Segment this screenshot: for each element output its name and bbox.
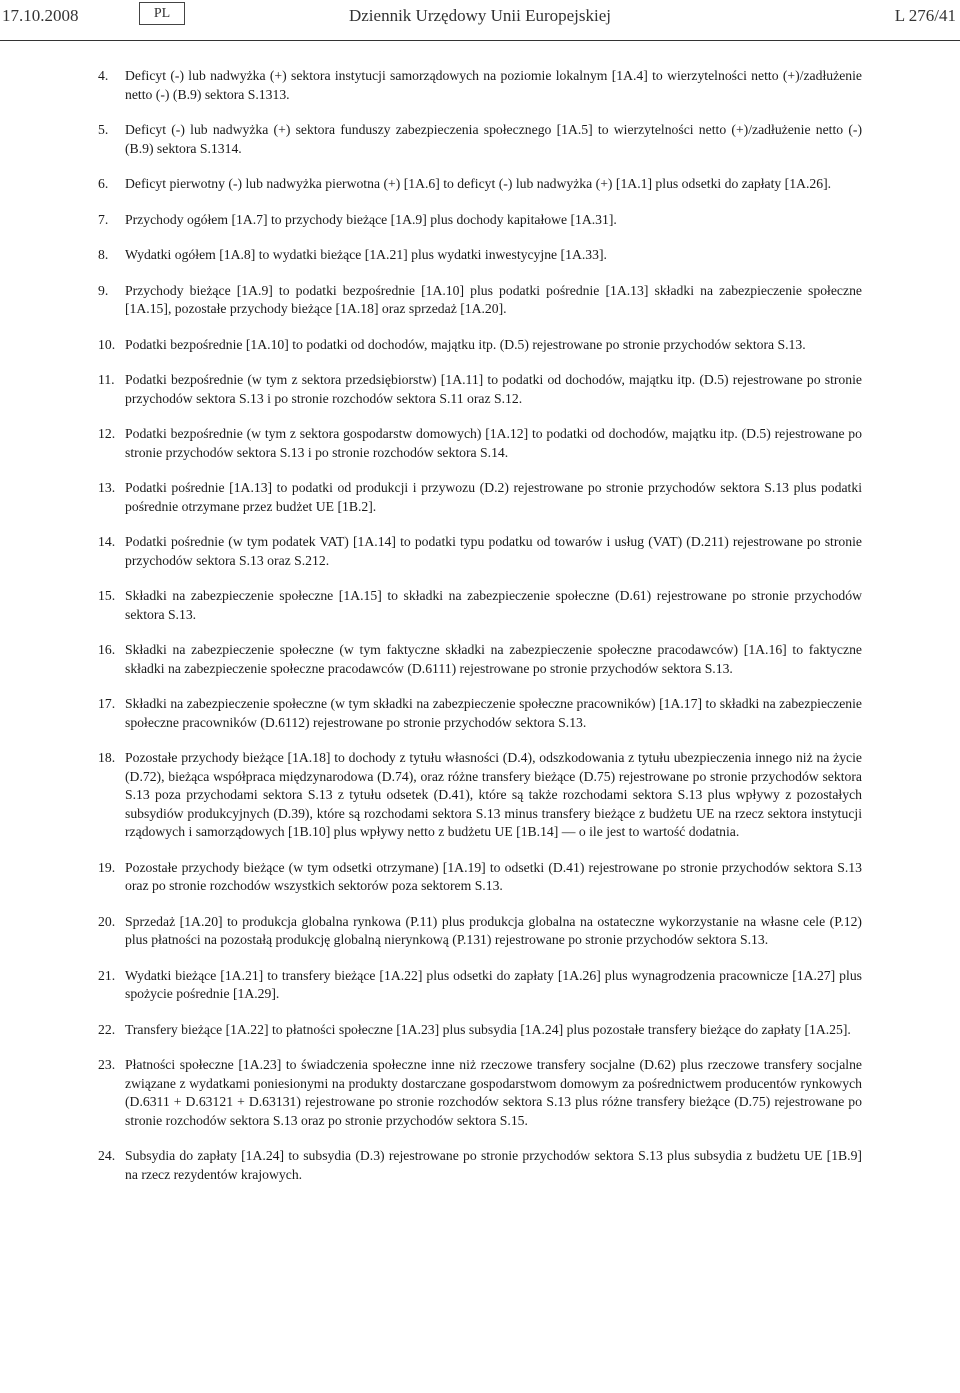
- definitions-list: [98, 67, 862, 1201]
- page-header: [0, 0, 960, 41]
- item-text: Wydatki ogółem [1A.8] to wydatki bieżące [1A.21] plus wydatki inwestycyjne [1A.33].: [125, 247, 607, 262]
- list-item: [98, 175, 862, 194]
- list-item: [98, 282, 862, 319]
- item-number: 22.: [98, 1021, 116, 1037]
- item-number: 8.: [98, 247, 109, 262]
- list-item: [98, 859, 862, 896]
- item-text: Wydatki bieżące [1A.21] to transfery bieżące [1A.22] plus odsetki do zapłaty [1A.26] plus wynagrodzenia pracownicze [1A.27] plus spożycie pośrednie [1A.29].: [125, 967, 862, 1001]
- item-text: Transfery bieżące [1A.22] to płatności społeczne [1A.23] plus subsydia [1A.24] plus pozostałe transfery bieżące do zapłaty [1A.25].: [125, 1021, 851, 1037]
- item-text: Podatki pośrednie (w tym podatek VAT) [1A.14] to podatki typu podatku od towarów i usług (VAT) (D.211) rejestrowane po stronie przychodów sektora S.13 oraz S.212.: [125, 534, 862, 568]
- item-number: 20.: [98, 913, 116, 929]
- list-item: [98, 479, 862, 516]
- item-number: 24.: [98, 1148, 116, 1163]
- list-item: [98, 641, 862, 678]
- list-item: [98, 695, 862, 732]
- list-item: [98, 211, 862, 230]
- item-number: 13.: [98, 480, 116, 495]
- item-number: 10.: [98, 336, 116, 352]
- list-item: [98, 533, 862, 570]
- list-item: [98, 67, 862, 104]
- item-number: 15.: [98, 588, 116, 603]
- item-text: Pozostałe przychody bieżące (w tym odsetki otrzymane) [1A.19] to odsetki (D.41) rejestrowane po stronie przychodów sektora S.13 oraz po stronie rozchodów wszystkich sektorów poza sektorem S.13.: [125, 859, 862, 893]
- item-text: Płatności społeczne [1A.23] to świadczenia społeczne inne niż rzeczowe transfery socjalne (D.62) plus rzeczowe transfery socjalne związane z wydatkami poniesionymi na produkty dostarczane gospodarstwom domowym za pośrednictwem producentów rynkowych (D.6311 + D.63121 + D.63131) rejestrowane po stronie rozchodów sektora S.13 plus różne transfery bieżące (D.75) rejestrowane po stronie rozchodów sektora S.13 oraz po stronie przychodów sektora S.15.: [125, 1057, 862, 1128]
- item-text: Deficyt pierwotny (-) lub nadwyżka pierwotna (+) [1A.6] to deficyt (-) lub nadwyżka (+) [1A.1] plus odsetki do zapłaty [1A.26].: [125, 176, 832, 191]
- item-number: 12.: [98, 426, 116, 441]
- item-text: Podatki bezpośrednie (w tym z sektora przedsiębiorstw) [1A.11] to podatki od dochodów, majątku itp. (D.5) rejestrowane po stronie przychodów sektora S.13 i po stronie rozchodów sektora S.11 oraz S.12.: [125, 372, 862, 406]
- list-item: [98, 121, 862, 158]
- list-item: [98, 749, 862, 842]
- item-text: Deficyt (-) lub nadwyżka (+) sektora instytucji samorządowych na poziomie lokalnym [1A.4] to wierzytelności netto (+)/zadłużenie netto (-) (B.9) sektora S.1313.: [125, 68, 862, 102]
- item-text: Podatki bezpośrednie (w tym z sektora gospodarstw domowych) [1A.12] to podatki od dochodów, majątku itp. (D.5) rejestrowane po stronie przychodów sektora S.13 i po stronie rozchodów sektora S.14.: [125, 426, 862, 460]
- item-text: Pozostałe przychody bieżące [1A.18] to dochody z tytułu własności (D.4), odszkodowania z tytułu ubezpieczenia innego niż na życie (D.72), bieżąca współpraca międzynarodowa (D.74), oraz różne transfery bieżące (D.75) rejestrowane po stronie przychodów sektora S.13 poza przychodami sektora S.13 z tytułu odsetek (D.41), które są także rozchodami sektora S.13 plus wpływy z pozostałych subsydiów produkcyjnych (D.39), które są rozchodami sektora S.13 minus transfery bieżące z budżetu UE na rzecz sektora instytucji rządowych i samorządowych [1B.10] plus wpływy netto z budżetu UE [1B.14] — o ile jest to wartość dodatnia.: [125, 750, 862, 839]
- list-item: [98, 967, 862, 1004]
- item-number: 17.: [98, 696, 116, 711]
- list-item: [98, 1021, 862, 1040]
- list-item: [98, 913, 862, 950]
- list-item: [98, 246, 862, 265]
- list-item: [98, 1056, 862, 1130]
- item-text: Podatki bezpośrednie [1A.10] to podatki od dochodów, majątku itp. (D.5) rejestrowane po stronie przychodów sektora S.13.: [125, 336, 806, 352]
- item-number: 4.: [98, 68, 109, 83]
- item-number: 18.: [98, 750, 116, 765]
- item-number: 7.: [98, 211, 109, 227]
- list-item: [98, 1147, 862, 1184]
- list-item: [98, 371, 862, 408]
- item-number: 14.: [98, 534, 116, 549]
- item-number: 11.: [98, 372, 115, 387]
- item-number: 21.: [98, 967, 116, 983]
- item-number: 19.: [98, 859, 116, 875]
- language-badge: PL: [139, 2, 185, 25]
- list-item: [98, 425, 862, 462]
- item-text: Składki na zabezpieczenie społeczne (w tym składki na zabezpieczenie społeczne pracowników) [1A.17] to składki na zabezpieczenie społeczne pracowników (D.6112) rejestrowane po stronie przychodów sektora S.13.: [125, 696, 862, 730]
- page-number: L 276/41: [894, 6, 956, 25]
- item-text: Deficyt (-) lub nadwyżka (+) sektora funduszy zabezpieczenia społecznego [1A.5] to wierzytelności netto (+)/zadłużenie netto (-) (B.9) sektora S.1314.: [125, 122, 862, 156]
- item-text: Przychody ogółem [1A.7] to przychody bieżące [1A.9] plus dochody kapitałowe [1A.31].: [125, 211, 617, 227]
- item-number: 16.: [98, 642, 116, 657]
- item-number: 5.: [98, 122, 109, 137]
- list-item: [98, 587, 862, 624]
- item-text: Podatki pośrednie [1A.13] to podatki od produkcji i przywozu (D.2) rejestrowane po stronie przychodów sektora S.13 plus podatki pośrednie otrzymane przez budżet UE [1B.2].: [125, 480, 862, 514]
- item-text: Przychody bieżące [1A.9] to podatki bezpośrednie [1A.10] plus podatki pośrednie [1A.13] składki na zabezpieczenie społeczne [1A.15], pozostałe przychody bieżące [1A.18] oraz sprzedaż [1A.20].: [125, 282, 862, 316]
- item-number: 23.: [98, 1057, 116, 1072]
- item-number: 9.: [98, 282, 109, 298]
- journal-title: Dziennik Urzędowy Unii Europejskiej: [348, 6, 611, 25]
- item-text: Subsydia do zapłaty [1A.24] to subsydia (D.3) rejestrowane po stronie przychodów sektora S.13 plus subsydia z budżetu UE [1B.9] na rzecz rezydentów krajowych.: [125, 1148, 862, 1182]
- header-date: 17.10.2008: [2, 6, 79, 25]
- item-text: Sprzedaż [1A.20] to produkcja globalna rynkowa (P.11) plus produkcja globalna na ostateczne wykorzystanie na własne cele (P.12) plus płatności na pozostałą produkcję globalną nierynkową (P.131) rejestrowane po stronie przychodów sektora S.13.: [125, 913, 862, 947]
- item-text: Składki na zabezpieczenie społeczne [1A.15] to składki na zabezpieczenie społeczne (D.61) rejestrowane po stronie przychodów sektora S.13.: [125, 588, 862, 622]
- item-text: Składki na zabezpieczenie społeczne (w tym faktyczne składki na zabezpieczenie społeczne pracodawców) [1A.16] to faktyczne składki na zabezpieczenie społeczne pracodawców (D.6111) rejestrowane po stronie przychodów sektora S.13.: [125, 642, 862, 676]
- list-item: [98, 336, 862, 355]
- item-number: 6.: [98, 176, 109, 191]
